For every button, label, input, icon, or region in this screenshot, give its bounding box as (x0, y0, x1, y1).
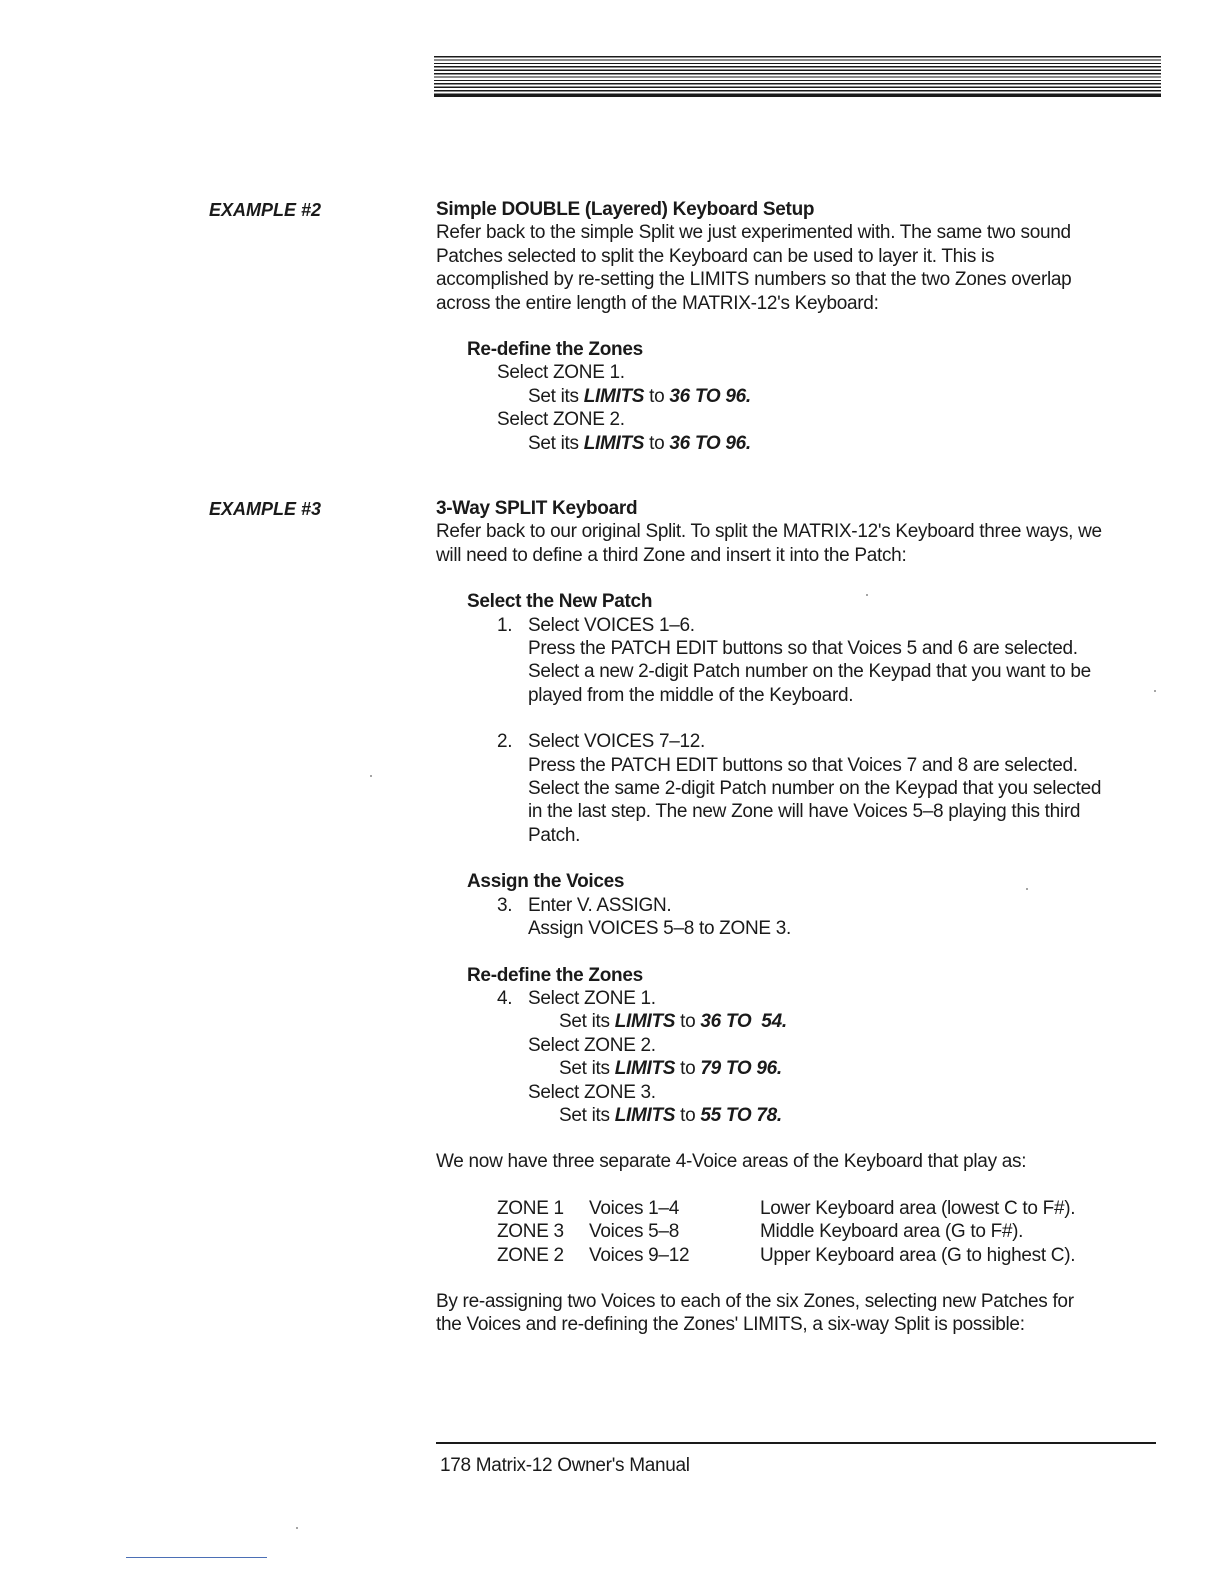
area-cell: Upper Keyboard area (G to highest C). (760, 1244, 1076, 1266)
example-2-zone-2-limits: Set its LIMITS to 36 TO 96. (528, 432, 751, 454)
scan-speck (296, 1527, 298, 1529)
closing-line: the Voices and re-defining the Zones' LIMITS, a six-way Split is possible: (436, 1314, 1025, 1336)
example-2-intro-line: Patches selected to split the Keyboard can be used to layer it. This is (436, 245, 995, 267)
example-2-select-zone-1: Select ZONE 1. (497, 362, 625, 384)
example-2-intro-line: accomplished by re-setting the LIMITS numbers so that the two Zones overlap (436, 269, 1072, 291)
step-1: 1. Select VOICES 1–6. (497, 614, 695, 636)
example-2-intro-line: across the entire length of the MATRIX-12's Keyboard: (436, 292, 879, 314)
assign-voices-heading: Assign the Voices (467, 871, 625, 893)
example-2-select-zone-2: Select ZONE 2. (497, 409, 625, 431)
example-3-label: EXAMPLE #3 (209, 499, 322, 519)
select-zone-3: Select ZONE 3. (528, 1081, 656, 1103)
scan-speck (370, 775, 372, 777)
header-rule-bar (434, 56, 1161, 97)
zone-cell: ZONE 2 (497, 1244, 564, 1266)
area-cell: Middle Keyboard area (G to F#). (760, 1221, 1024, 1243)
select-zone-2: Select ZONE 2. (528, 1034, 656, 1056)
voices-cell: Voices 5–8 (589, 1221, 679, 1243)
zone-3-limits: Set its LIMITS to 55 TO 78. (559, 1104, 782, 1126)
scan-speck (866, 594, 868, 596)
zone-1-limits: Set its LIMITS to 36 TO 54. (559, 1011, 787, 1033)
page-footer: 178 Matrix-12 Owner's Manual (440, 1455, 690, 1476)
step-2: 2. Select VOICES 7–12. (497, 731, 706, 753)
example-2-intro-line: Refer back to the simple Split we just experimented with. The same two sound (436, 222, 1071, 244)
example-2-label: EXAMPLE #2 (209, 200, 322, 220)
voices-cell: Voices 1–4 (589, 1197, 679, 1219)
example-3-title: 3-Way SPLIT Keyboard (436, 498, 638, 519)
scan-speck (1154, 690, 1156, 692)
step-2-line: Patch. (528, 824, 581, 846)
table-row (497, 1197, 1075, 1220)
example-3-intro-line: will need to define a third Zone and insert it into the Patch: (436, 544, 907, 566)
example-2-redefine-heading: Re-define the Zones (467, 339, 643, 361)
select-new-patch-heading: Select the New Patch (467, 591, 653, 613)
table-row (497, 1244, 1075, 1267)
footer-rule (436, 1442, 1156, 1444)
zone-2-limits: Set its LIMITS to 79 TO 96. (559, 1058, 782, 1080)
table-row (497, 1220, 1075, 1243)
example-3-section (436, 497, 1156, 1337)
zone-cell: ZONE 1 (497, 1197, 564, 1219)
scan-artifact-line (126, 1557, 267, 1558)
step-1-line: Select a new 2-digit Patch number on the Keypad that you want to be (528, 661, 1091, 683)
voices-cell: Voices 9–12 (589, 1244, 690, 1266)
zone-cell: ZONE 3 (497, 1221, 564, 1243)
step-1-line: Press the PATCH EDIT buttons so that Voices 5 and 6 are selected. (528, 638, 1078, 660)
zones-table (497, 1197, 1075, 1267)
step-4: 4. Select ZONE 1. (497, 987, 656, 1009)
example-2-title: Simple DOUBLE (Layered) Keyboard Setup (436, 199, 815, 220)
example-2-zone-1-limits: Set its LIMITS to 36 TO 96. (528, 385, 751, 407)
zones-summary: We now have three separate 4-Voice areas of the Keyboard that play as: (436, 1151, 1027, 1173)
step-1-line: played from the middle of the Keyboard. (528, 684, 854, 706)
step-3: 3. Enter V. ASSIGN. (497, 894, 672, 916)
closing-line: By re-assigning two Voices to each of the six Zones, selecting new Patches for (436, 1290, 1074, 1312)
step-2-line: Press the PATCH EDIT buttons so that Voices 7 and 8 are selected. (528, 754, 1078, 776)
example-2-section (436, 198, 1156, 455)
redefine-zones-heading: Re-define the Zones (467, 964, 643, 986)
example-3-intro-line: Refer back to our original Split. To split the MATRIX-12's Keyboard three ways, we (436, 521, 1102, 543)
step-2-line: Select the same 2-digit Patch number on the Keypad that you selected (528, 778, 1102, 800)
step-2-line: in the last step. The new Zone will have Voices 5–8 playing this third (528, 801, 1081, 823)
area-cell: Lower Keyboard area (lowest C to F#). (760, 1197, 1076, 1219)
step-3-line: Assign VOICES 5–8 to ZONE 3. (528, 918, 791, 940)
scan-speck (1026, 888, 1028, 890)
